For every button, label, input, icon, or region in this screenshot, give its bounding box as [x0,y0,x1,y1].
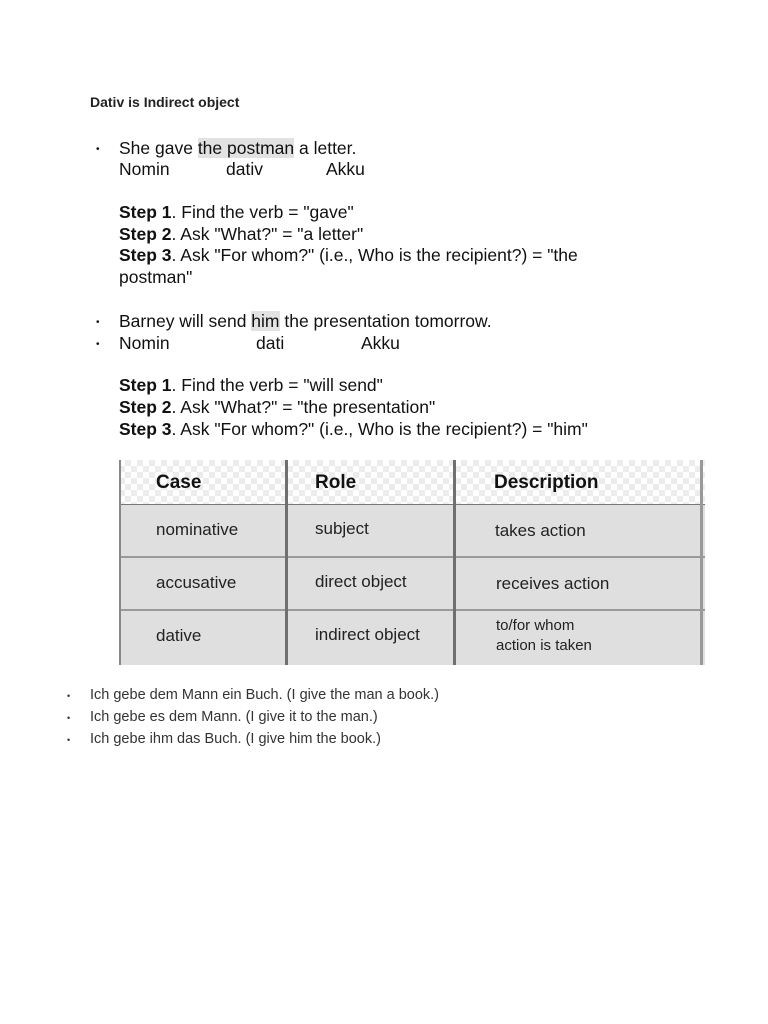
step-2 [119,397,435,418]
step-label: Step 2 [119,397,172,417]
bullet: • [96,339,100,350]
step-2 [119,224,363,245]
step-text: . Find the verb = "gave" [171,202,354,222]
sentence-1-post: a letter. [294,138,357,158]
table-divider [700,460,703,665]
example-2: Ich gebe es dem Mann. (I give it to the man.) [90,709,378,725]
step-1 [119,202,354,223]
cell-role: subject [315,519,369,538]
case-label-dative: dati [256,333,285,353]
step-text: . Find the verb = "will send" [171,375,383,395]
case-label-accusative: Akku [326,159,365,179]
step-3-continued: postman" [119,267,193,287]
sentence-2 [119,311,492,332]
cell-description: takes action [495,521,586,540]
highlight-dative: the postman [197,138,295,158]
bullet: • [67,735,71,745]
case-label-nominative: Nomin [119,159,170,179]
case-label-dative: dativ [226,159,263,179]
page-title: Dativ is Indirect object [90,94,240,110]
step-3 [119,419,588,440]
example-1: Ich gebe dem Mann ein Buch. (I give the man a book.) [90,687,440,703]
table-divider [453,460,456,665]
cell-case: dative [156,626,202,645]
header-description: Description [494,472,599,493]
case-label-accusative: Akku [361,333,400,353]
step-text: . Ask "What?" = "the presentation" [171,397,436,417]
case-label-nominative: Nomin [119,333,170,353]
step-text: . Ask "What?" = "a letter" [171,224,364,244]
step-label: Step 1 [119,375,172,395]
step-text: . Ask "For whom?" (i.e., Who is the recipient?) = "the [171,245,578,265]
step-3 [119,245,578,266]
sentence-1 [119,138,356,159]
step-label: Step 3 [119,245,172,265]
step-1 [119,375,383,396]
sentence-1-pre: She gave [119,138,198,158]
cell-role: indirect object [315,625,420,644]
bullet: • [96,317,100,328]
bullet: • [96,144,100,155]
step-text: . Ask "For whom?" (i.e., Who is the recipient?) = "him" [171,419,588,439]
highlight-dative: him [251,311,280,331]
table-divider [119,460,121,665]
bullet: • [67,691,71,701]
sentence-2-pre: Barney will send [119,311,252,331]
cell-description: to/for whom action is taken [496,617,592,654]
header-case: Case [156,472,202,493]
step-label: Step 1 [119,202,172,222]
table-header [119,460,705,507]
cell-case: nominative [156,520,239,539]
sentence-2-post: the presentation tomorrow. [279,311,492,331]
case-table [119,460,705,665]
step-label: Step 3 [119,419,172,439]
header-role: Role [315,472,357,493]
cell-role: direct object [315,572,407,591]
table-divider [285,460,288,665]
example-3: Ich gebe ihm das Buch. (I give him the book.) [90,731,381,747]
cell-case: accusative [156,573,237,592]
cell-description: receives action [496,574,610,593]
bullet: • [67,713,71,723]
step-label: Step 2 [119,224,172,244]
